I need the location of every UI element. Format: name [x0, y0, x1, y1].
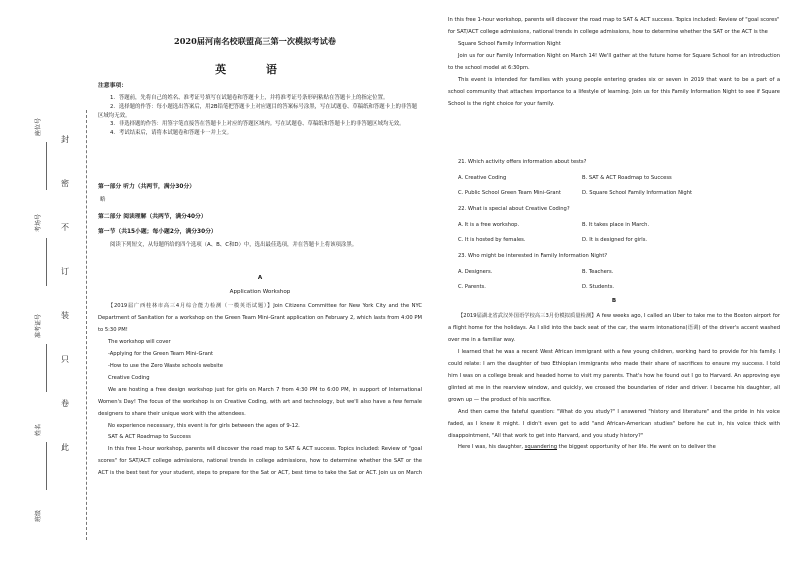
passage-b-paragraph: And then came the fateful question: "What do you study?" I answered "history and literature" and the pride in his voice faded, as I knew it might. I didn't even get to add "and African-American studies" before he cut in, his voice thick with disappointment, "All that work to get into Harvard, and you study history?"	[448, 408, 780, 439]
notice-item: 4．考试结束后，请将本试题卷和答题卡一并上交。	[110, 130, 233, 136]
passage-a-paragraph: Join Citizens Committee for New York City and the NYC Department of Sanitation for a workshop on the Green Team Mini-Grant application on February 2, which lasts from 4:00 PM to 5:30 PM!	[98, 303, 423, 333]
question-options	[458, 190, 778, 196]
binding-margin	[0, 0, 80, 562]
passage-a-letter: A	[257, 275, 263, 281]
passage-a-right-column	[448, 15, 780, 111]
option[interactable]: A. Designers.	[458, 269, 493, 275]
option[interactable]: B. It takes place in March.	[582, 222, 650, 228]
admission-number-label: 准考证号	[35, 313, 42, 338]
part2-section1-heading: 第一节（共15小题；每小题2分，满分30分）	[98, 229, 217, 235]
passage-b-paragraph: I learned that he was a recent West African immigrant with a few young children, working hard to provide for his family. I could relate: I am the daughter of two Ethiopian immigrants who made their share of sacrifices to ensure my success. I told him I was on a college break and headed home to visit my parents. That's how he found out I go to Harvard. An approving eye glinted at me in the rearview window, and quickly, we crossed the boundaries of rider and driver. I became his daughter, all grown up — the product of his sacrifice.	[448, 348, 780, 403]
admission-number-field[interactable]	[46, 344, 47, 392]
option[interactable]: D. Students.	[582, 284, 615, 290]
notice-item: 3．非选择题的作答：用签字笔直接答在答题卡上对应的答题区域内。写在试题卷、草稿纸和答题卡上的非答题区域均无效。	[110, 121, 405, 128]
passage-a-source: 【2019届广西桂林市高三4月综合能力检测（一模英语试题）】	[108, 303, 274, 309]
option[interactable]: D. Square School Family Information Night	[582, 190, 693, 196]
option[interactable]: C. Public School Green Team Mini-Grant	[458, 190, 561, 196]
part2-heading: 第二部分 阅读理解（共两节，满分40分）	[98, 214, 207, 220]
binding-char: 不	[61, 223, 69, 232]
sat-act-heading: SAT & ACT Roadmap to Success	[108, 434, 191, 441]
binding-dashed-line	[86, 110, 87, 540]
workshop-cover-item: -Applying for the Green Team Mini-Grant	[108, 350, 214, 357]
option[interactable]: C. Parents.	[458, 284, 486, 290]
option[interactable]: A. It is a free workshop.	[458, 222, 520, 228]
option[interactable]: C. It is hosted by females.	[458, 237, 526, 243]
binding-char: 卷	[61, 399, 69, 408]
passage-a-paragraph: Join us for our Family Information Night on March 14! We'll gather at the future home for Square School for an introduction to the school model at 6:30pm.	[448, 52, 780, 71]
passage-b-paragraph: Here I was, his daughter,	[458, 444, 525, 451]
passage-a-paragraph-continued: In this free 1-hour workshop, parents will discover the road map to SAT & ACT success. Topics included: Review of "goal scores" for SAT/ACT college admissions, national trends in college admissions, how to determine whether the SAT or the ACT is the	[448, 17, 780, 35]
notice-item: 1．答题前，先将自己的姓名、准考证号填写在试题卷和答题卡上，并将准考证号条形码粘贴在答题卡上的指定位置。	[110, 95, 389, 101]
binding-char: 订	[61, 267, 69, 276]
question-options	[458, 284, 778, 290]
binding-char: 封	[61, 135, 69, 144]
passage-a-paragraph: No experience necessary, this event is for girls between the ages of 9-12.	[108, 422, 300, 429]
notice-list	[98, 94, 422, 138]
notice-item: 2．选择题的作答：每小题选出答案后，用2B铅笔把答题卡上对应题目的答案标号涂黑，写在试题卷、草稿纸和答题卡上的非答题区域均无效。	[98, 103, 418, 119]
binding-char: 此	[61, 443, 69, 452]
passage-a-left-column	[98, 301, 422, 482]
option[interactable]: D. It is designed for girls.	[582, 237, 648, 243]
passage-a-paragraph: In this free 1-hour workshop, parents will discover the road map to SAT & ACT success. Topics included: Review of "goal scores" for SAT/ACT college admissions, national trends in college admissions, how to determine whether the SAT or the ACT is the best test for your student, steps to prepare for the Sat or ACT, best time to take the Sat or ACT. Join us on March	[98, 446, 422, 477]
passage-b-paragraph: the biggest opportunity of her life. He went on to deliver the	[557, 444, 716, 451]
class-label: 班级	[35, 509, 42, 522]
passage-a-paragraph: We are hosting a free design workshop just for girls on March 7 from 4:30 PM to 6:00 PM, in support of International Women's Day! The focus of the workshop is on Creative Coding, with art and technology, but we'll also have a few female designers to share their unique work with the attendees.	[98, 386, 422, 417]
part1-heading: 第一部分 听力（共两节，满分30分）	[98, 184, 196, 190]
notice-title: 注意事项：	[98, 83, 127, 89]
seat-number-field[interactable]	[46, 142, 47, 190]
question-stem: 23. Who might be interested in Family Information Night?	[458, 253, 608, 259]
question-stem: 21. Which activity offers information about tests?	[458, 159, 587, 165]
exam-room-label: 考场号	[35, 213, 42, 232]
question-options	[458, 269, 778, 275]
underlined-word: squandering	[524, 444, 558, 451]
workshop-cover-intro: The workshop will cover	[108, 338, 171, 345]
passage-b-paragraph: A few weeks ago, I called an Uber to take me to the Boston airport for a flight home for the holidays. As I slid into the back seat of the car, the warm intonations(语调) of the driver's accent washed over me in a familiar way.	[448, 313, 780, 343]
passage-b-letter: B	[611, 298, 617, 304]
binding-char: 密	[61, 179, 69, 188]
option[interactable]: A. Creative Coding	[458, 175, 507, 181]
option[interactable]: B. Teachers.	[582, 269, 614, 275]
seat-number-label: 座位号	[35, 117, 42, 136]
reading-instructions: 阅读下列短文，从每题所给的四个选项（A、B、C和D）中，选出最佳选项，并在答题卡上将该项涂黑。	[110, 242, 358, 248]
passage-a-title: Application Workshop	[229, 289, 291, 295]
question-options	[458, 175, 778, 181]
passage-b-body	[448, 311, 780, 454]
workshop-cover-item: -How to use the Zero Waste schools website	[108, 362, 223, 369]
binding-char: 只	[61, 355, 69, 364]
question-stem: 22. What is special about Creative Coding?	[458, 206, 570, 212]
passage-a-paragraph: This event is intended for families with young people entering grades six or seven in 2019 that want to be a part of a school community that attaches importance to a lifestyle of learning. Join us for this Family Information Night to see if Square School is the right choice for your family.	[448, 76, 780, 107]
square-school-heading: Square School Family Information Night	[458, 41, 561, 47]
name-field[interactable]	[46, 442, 47, 490]
name-label: 姓名	[35, 423, 42, 436]
question-options	[458, 237, 778, 243]
part1-note: 略	[100, 197, 106, 203]
binding-char: 装	[61, 311, 69, 320]
question-options	[458, 222, 778, 228]
exam-room-field[interactable]	[46, 238, 47, 286]
exam-title: 2020届河南名校联盟高三第一次模拟考试卷	[174, 36, 336, 46]
option[interactable]: B. SAT & ACT Roadmap to Success	[582, 175, 672, 181]
creative-coding-heading: Creative Coding	[108, 374, 150, 381]
subject-title: 英 语	[215, 63, 295, 76]
passage-b-source: 【2019届湖北省武汉外国语学校高三3月份模拟质量检测】	[458, 313, 597, 319]
